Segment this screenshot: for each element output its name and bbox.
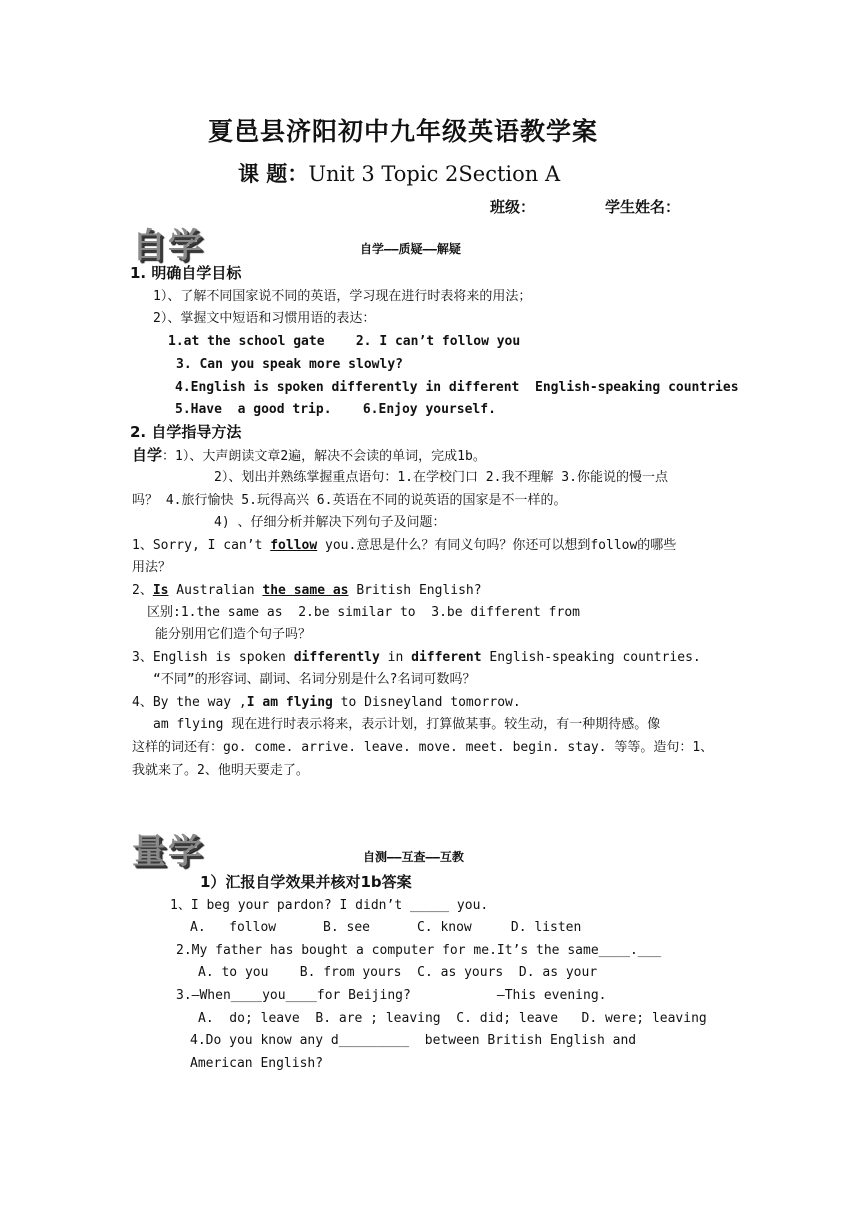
method-line-4: 4) 、仔细分析并解决下列句子及问题： [214,515,446,530]
question-3 [132,649,701,667]
goal-2: 2）、掌握文中短语和习惯用语的表达： [153,311,376,326]
phrase-line-2: 3. Can you speak more slowly? [176,357,403,372]
q3-mid: in [379,650,412,665]
q3-post: English-speaking countries. [481,650,701,665]
section2-heading: 1）汇报自学效果并核对1b答案 [200,873,412,891]
method-1-text: ：1）、大声朗读文章2遍，解决不会读的单词，完成1b。 [162,449,486,464]
question-4-exp-1: am flying 现在进行时表示将来，表示计划，打算做某事。较生动，有一种期待感。像 [153,717,661,732]
q1-post: you.意思是什么？有同义句吗？你还可以想到follow的哪些 [317,538,677,553]
question-2-ask: 能分别用它们造个句子吗？ [155,627,312,642]
exercise-3: 3.—When____you____for Beijing? —This evening. [176,988,607,1003]
method-heading: 2. 自学指导方法 [130,423,242,441]
measure-logo: 量学 [132,832,204,872]
page-title: 夏邑县济阳初中九年级英语教学案 [208,117,599,146]
q2-keyword: the same as [262,583,349,598]
q3-keyword-1: differently [293,650,380,665]
method-line-2a: 2）、划出并熟练掌握重点语句：1.在学校门口 2.我不理解 3.你能说的慢一点 [214,470,668,485]
exercise-2: 2.My father has bought a computer for me.It’s the same____.___ [176,943,662,958]
question-4 [132,694,521,712]
q2-post: British English? [348,583,482,598]
section1-caption: 自学——质疑——解疑 [360,242,461,256]
question-4-exp-3: 我就来了。2、他明天要走了。 [132,763,309,778]
q2-pre: 2、 [132,583,153,598]
question-4-exp-2: 这样的词还有：go. come. arrive. leave. move. meet. begin. stay. 等等。造句：1、 [132,740,714,755]
q3-pre: 3、English is spoken [132,650,294,665]
q4-keyword: I am flying [246,695,333,710]
goal-1: 1）、了解不同国家说不同的英语，学习现在进行时表将来的用法； [153,289,532,304]
self-study-logo: 自学 [132,226,204,266]
student-name-label: 学生姓名： [605,198,681,216]
method-label: 自学 [132,446,163,464]
goal-heading: 1. 明确自学目标 [130,264,242,282]
exercise-4: 4.Do you know any d_________ between British English and [190,1033,637,1048]
phrase-line-1: 1.at the school gate 2. I can’t follow you [168,334,521,349]
method-line-1 [132,446,486,466]
q1-keyword: follow [270,538,318,553]
question-2-diff: 区别:1.the same as 2.be similar to 3.be different from [147,605,580,620]
exercise-2-options: A. to you B. from yours C. as yours D. as your [198,965,598,980]
q4-post: to Disneyland tomorrow. [332,695,521,710]
q2-mid: Australian [168,583,263,598]
phrase-line-4: 5.Have a good trip. 6.Enjoy yourself. [175,402,496,417]
exercise-1-options: A. follow B. see C. know D. listen [190,920,582,935]
method-line-2b: 吗？ 4.旅行愉快 5.玩得高兴 6.英语在不同的说英语的国家是不一样的。 [132,493,567,508]
q2-is: Is [152,583,169,598]
exercise-4-cont: American English? [190,1056,324,1071]
exercise-3-options: A. do; leave B. are ; leaving C. did; leave D. were; leaving [198,1011,707,1026]
subtitle-label: 课 题： [238,162,309,186]
lesson-subtitle [238,158,560,188]
q1-pre: 1、Sorry, I can’t [132,538,271,553]
q4-pre: 4、By the way , [132,695,247,710]
class-label: 班级： [490,198,536,216]
phrase-line-3: 4.English is spoken differently in different English-speaking countries [175,380,739,395]
subtitle-text: Unit 3 Topic 2Section A [308,162,561,186]
exercise-1: 1、I beg your pardon? I didn’t _____ you. [170,898,489,913]
section2-caption: 自测——互查——互教 [363,850,464,864]
question-3-ask: “不同”的形容词、副词、名词分别是什么?名词可数吗？ [153,672,476,687]
question-2 [132,582,482,600]
question-1-cont: 用法？ [132,560,172,575]
q3-keyword-2: different [411,650,482,665]
question-1 [132,537,676,555]
